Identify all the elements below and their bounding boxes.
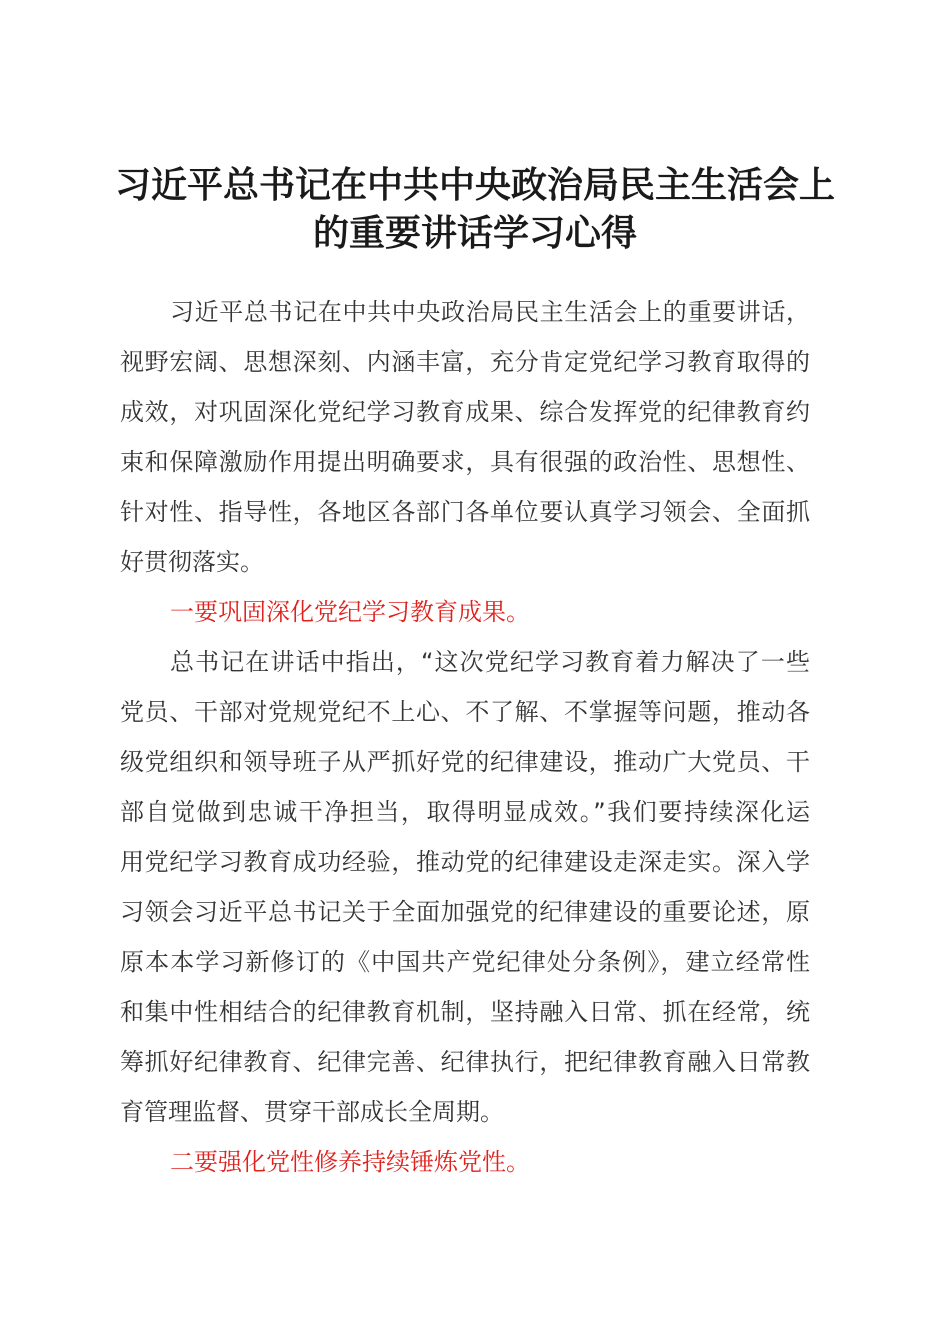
paragraph-2-line-10: 育管理监督、贯穿干部成长全周期。 — [120, 1098, 504, 1126]
paragraph-2-line-9: 筹抓好纪律教育、纪律完善、纪律执行，把纪律教育融入日常教 — [120, 1048, 810, 1076]
section-heading-1: 一要巩固深化党纪学习教育成果。 — [170, 598, 530, 626]
paragraph-2-line-4: 部自觉做到忠诚干净担当，取得明显成效。”我们要持续深化运 — [120, 798, 810, 826]
paragraph-2-line-5: 用党纪学习教育成功经验，推动党的纪律建设走深走实。深入学 — [120, 848, 810, 876]
paragraph-2-line-8: 和集中性相结合的纪律教育机制，坚持融入日常、抓在经常，统 — [120, 998, 810, 1026]
paragraph-1-line-5: 针对性、指导性，各地区各部门各单位要认真学习领会、全面抓 — [120, 498, 810, 526]
paragraph-2-line-3: 级党组织和领导班子从严抓好党的纪律建设，推动广大党员、干 — [120, 748, 810, 776]
paragraph-1-line-6: 好贯彻落实。 — [120, 548, 264, 576]
document-title-line-1: 习近平总书记在中共中央政治局民主生活会上 — [114, 164, 835, 206]
paragraph-2-line-1: 总书记在讲话中指出，“这次党纪学习教育着力解决了一些 — [170, 648, 810, 676]
paragraph-2-line-7: 原本本学习新修订的《中国共产党纪律处分条例》，建立经常性 — [120, 948, 810, 976]
document-title-line-2: 的重要讲话学习心得 — [312, 212, 637, 254]
paragraph-1-line-3: 成效，对巩固深化党纪学习教育成果、综合发挥党的纪律教育约 — [120, 398, 810, 426]
paragraph-1-line-1: 习近平总书记在中共中央政治局民主生活会上的重要讲话， — [170, 298, 810, 326]
section-heading-2: 二要强化党性修养持续锤炼党性。 — [170, 1148, 530, 1176]
paragraph-2-line-6: 习领会习近平总书记关于全面加强党的纪律建设的重要论述，原 — [120, 898, 810, 926]
paragraph-2-line-2: 党员、干部对党规党纪不上心、不了解、不掌握等问题，推动各 — [120, 698, 810, 726]
paragraph-1-line-4: 束和保障激励作用提出明确要求，具有很强的政治性、思想性、 — [120, 448, 810, 476]
paragraph-1-line-2: 视野宏阔、思想深刻、内涵丰富，充分肯定党纪学习教育取得的 — [120, 348, 810, 376]
